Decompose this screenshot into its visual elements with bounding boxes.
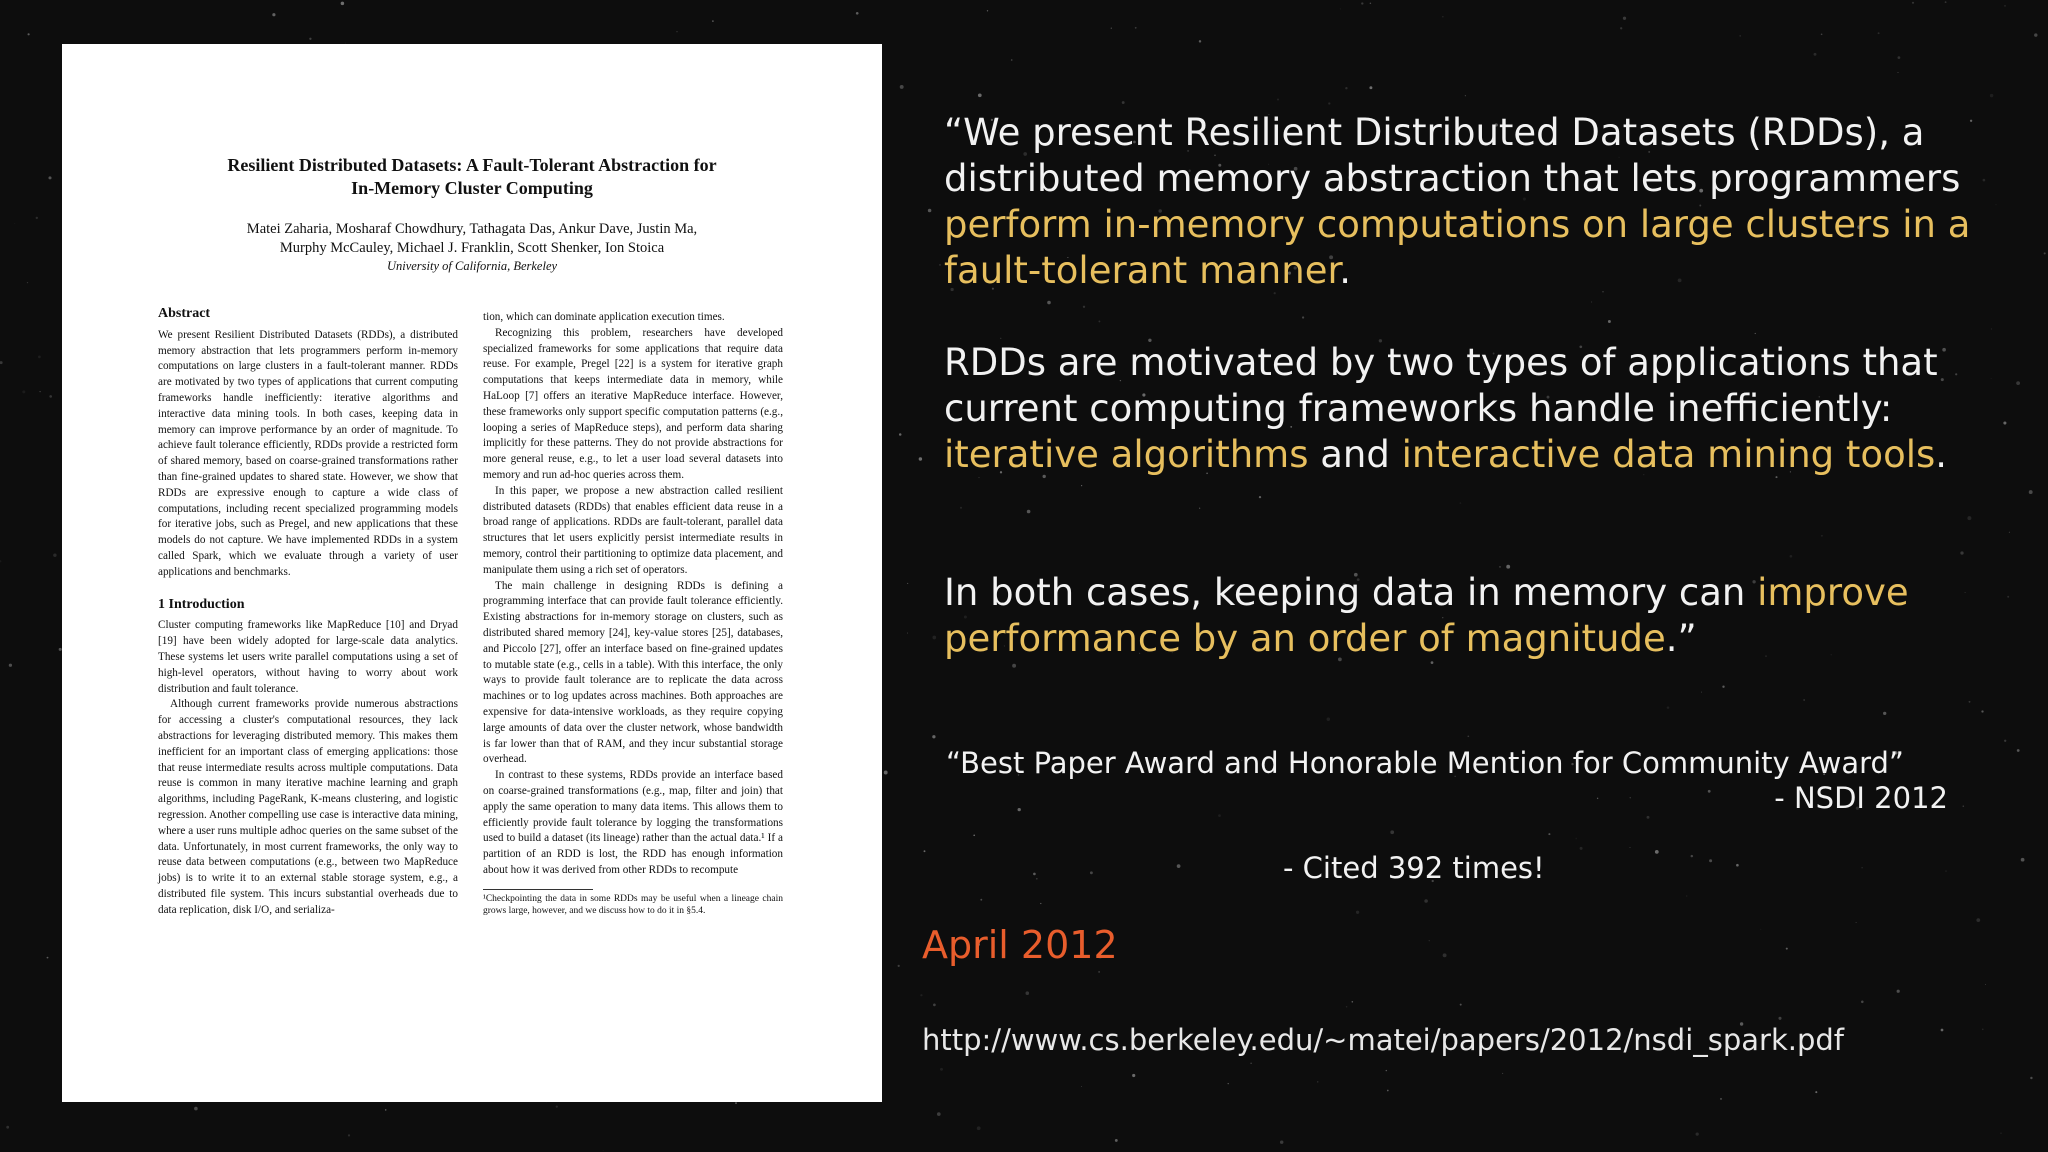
citation-count: - Cited 392 times! <box>1283 851 1545 885</box>
star-dot <box>1991 328 1992 329</box>
abstract-text: We present Resilient Distributed Datasets (RDDs), a distributed memory abstraction that lets programmers perform in-memory computations on large clusters in a fault-tolerant manner. RDDs are motivated by two types of applications that current computing frameworks handle inefficiently: iterative algorithms and interactive data mining tools. In both cases, keeping data in memory can improve performance by an order of magnitude. To achieve fault tolerance efficiently, RDDs provide a restricted form of shared memory, based on coarse-grained transformations rather than fine-grained updates to shared state. However, we show that RDDs are expressive enough to capture a wide class of computations, including recent specialized programming models for iterative jobs, such as Pregel, and new applications that these models do not capture. We have implemented RDDs in a system called Spark, which we evaluate through a variety of user applications and benchmarks. <box>158 328 458 578</box>
star-dot <box>1709 859 1712 862</box>
star-dot <box>884 771 888 775</box>
star-dot <box>1740 35 1741 36</box>
star-dot <box>1814 53 1817 56</box>
star-dot <box>2044 252 2046 254</box>
quote-p2-highlight-1: iterative algorithms <box>944 433 1309 476</box>
star-dot <box>939 264 941 266</box>
star-dot <box>1361 2 1363 4</box>
star-dot <box>38 356 41 359</box>
star-dot <box>1898 56 1901 59</box>
star-dot <box>2030 1077 2032 1079</box>
star-dot <box>2009 532 2010 533</box>
star-dot <box>1760 929 1761 930</box>
star-dot <box>48 176 51 179</box>
star-dot <box>1945 871 1946 872</box>
star-dot <box>1199 508 1200 509</box>
star-dot <box>1821 535 1823 537</box>
star-dot <box>980 899 982 901</box>
star-dot <box>1647 816 1650 819</box>
star-dot <box>1821 33 1823 35</box>
award-text: “Best Paper Award and Honorable Mention for Community Award” <box>946 746 1904 780</box>
star-dot <box>2029 490 2033 494</box>
star-dot <box>603 1150 604 1151</box>
star-dot <box>309 38 311 40</box>
star-dot <box>348 1134 350 1136</box>
star-dot <box>1548 833 1550 835</box>
star-dot <box>1250 1063 1251 1064</box>
intro-paragraph-2: Although current frameworks provide numerous abstractions for accessing a cluster's computational resources, they lack abstractions for leveraging distributed memory. This makes them inefficient for an important class of emerging applications: those that reuse intermediate results across multiple computations. Data reuse is common in many iterative machine learning and graph algorithms, including PageRank, K-means clustering, and logistic regression. Another compelling use case is interactive data mining, where a user runs multiple adhoc queries on the same subset of the data. Unfortunately, in most current frameworks, the only way to reuse data between computations (e.g., between two MapReduce jobs) is to write it to an external stable storage system, e.g., a distributed file system. This incurs substantial overheads due to data replication, disk I/O, and serializa- <box>158 698 458 916</box>
star-dot <box>1000 338 1001 339</box>
award-source: - NSDI 2012 <box>1774 781 1948 815</box>
star-dot <box>932 735 935 738</box>
star-dot <box>1460 1004 1462 1006</box>
star-dot <box>1945 1 1947 3</box>
star-dot <box>1460 502 1462 504</box>
star-dot <box>1620 27 1622 29</box>
star-dot <box>1081 485 1082 486</box>
star-dot <box>1259 496 1261 498</box>
quote-p2-text: RDDs are motivated by two types of applications that current computing frameworks handle inefficiently: <box>944 341 1938 430</box>
star-dot <box>940 1068 943 1071</box>
star-dot <box>1856 922 1857 923</box>
star-dot <box>39 391 40 392</box>
star-dot <box>1655 850 1659 854</box>
star-dot <box>36 217 38 219</box>
paper-left-column <box>158 306 458 918</box>
star-dot <box>1390 830 1394 834</box>
star-dot <box>919 457 922 460</box>
star-dot <box>1897 990 1900 993</box>
paper-title-line2: In-Memory Cluster Computing <box>351 178 593 198</box>
star-dot <box>1345 87 1347 89</box>
star-dot <box>960 507 962 509</box>
star-dot <box>6 1126 9 1129</box>
quote-p3-end: .” <box>1665 617 1697 660</box>
quote-p1-highlight: perform in-memory computations on large clusters in a fault-tolerant manner <box>944 203 1971 292</box>
quote-p1-end: . <box>1339 249 1352 292</box>
star-dot <box>1280 1140 1283 1143</box>
star-dot <box>900 85 904 89</box>
intro-heading: 1 Introduction <box>158 596 245 612</box>
star-dot <box>1861 1001 1864 1004</box>
star-dot <box>2034 33 2037 36</box>
star-dot <box>2021 858 2025 862</box>
star-dot <box>1317 1081 1318 1082</box>
star-dot <box>1667 706 1670 709</box>
star-dot <box>1442 16 1443 17</box>
star-dot <box>2000 1132 2002 1134</box>
right-paragraph-1: tion, which can dominate application execution times. <box>483 311 725 323</box>
star-dot <box>1982 1029 1984 1031</box>
paper-title <box>62 154 882 200</box>
star-dot <box>1912 2 1914 4</box>
star-dot <box>49 395 52 398</box>
star-dot <box>1352 1001 1354 1003</box>
star-dot <box>978 93 982 97</box>
star-dot <box>0 560 1 562</box>
paper-affiliation: University of California, Berkeley <box>386 259 558 273</box>
star-dot <box>1803 699 1804 700</box>
star-dot <box>1701 692 1702 693</box>
star-dot <box>1499 566 1501 568</box>
star-dot <box>1883 712 1886 715</box>
footnote-text: ¹Checkpointing the data in some RDDs may be useful when a lineage chain grows large, however, and we discuss how to do it in §5.4. <box>483 893 783 916</box>
star-dot <box>9 664 12 667</box>
star-dot <box>735 1102 737 1104</box>
star-dot <box>1424 899 1428 903</box>
star-dot <box>1387 1090 1389 1092</box>
star-dot <box>1443 953 1447 957</box>
star-dot <box>2017 749 2020 752</box>
star-dot <box>0 361 3 364</box>
paper-right-column <box>483 310 783 917</box>
star-dot <box>1736 864 1739 867</box>
star-dot <box>987 10 988 11</box>
star-dot <box>28 33 30 35</box>
star-dot <box>22 390 25 393</box>
paper-title-line1: Resilient Distributed Datasets: A Fault-Tolerant Abstraction for <box>227 155 717 175</box>
star-dot <box>1027 510 1031 514</box>
star-dot <box>1135 27 1137 29</box>
paper-authors <box>62 220 882 258</box>
star-dot <box>1228 1083 1229 1084</box>
star-dot <box>1960 551 1963 554</box>
star-dot <box>1580 847 1583 850</box>
right-paragraph-3: In this paper, we propose a new abstraction called resilient distributed datasets (RDDs) that enables efficient data reuse in a broad range of applications. RDDs are fault-tolerant, parallel data structures that let users explicitly persist intermediate results in memory, control their partitioning to optimize data placement, and manipulate them using a rich set of operators. <box>483 484 783 576</box>
quote-paragraph-2 <box>944 340 2024 478</box>
abstract-heading: Abstract <box>158 306 211 321</box>
star-dot <box>385 1109 387 1111</box>
star-dot <box>1369 86 1372 89</box>
star-dot <box>1081 1086 1082 1087</box>
star-dot <box>677 31 678 32</box>
star-dot <box>712 20 714 22</box>
star-dot <box>1720 1098 1722 1100</box>
quote-paragraph-1 <box>944 110 2024 294</box>
star-dot <box>14 223 15 224</box>
star-dot <box>1177 864 1181 868</box>
star-dot <box>899 433 902 436</box>
star-dot <box>1011 59 1013 61</box>
star-dot <box>907 583 908 584</box>
right-paragraph-2: Recognizing this problem, researchers have developed specialized frameworks for some applications that require data reuse. For example, Pregel [22] is a system for iterative graph computations that keeps intermediate data in memory, while HaLoop [7] offers an iterative MapReduce interface. However, these frameworks only support specific computation patterns (e.g., looping a series of MapReduce steps), and perform data sharing implicitly for these patterns. They do not provide abstractions for more general reuse, e.g., to let a user load several datasets into memory and run ad-hoc queries across them. <box>483 326 783 481</box>
paper-first-page <box>62 44 882 1102</box>
quote-p1-text: “We present Resilient Distributed Datasets (RDDs), a distributed memory abstraction that lets programmers <box>944 111 1961 200</box>
quote-p2-and: and <box>1308 433 1402 476</box>
star-dot <box>1591 301 1592 302</box>
star-dot <box>977 1126 981 1130</box>
star-dot <box>1608 320 1611 323</box>
star-dot <box>1277 98 1279 100</box>
star-dot <box>194 1107 198 1111</box>
star-dot <box>1033 873 1036 876</box>
star-dot <box>932 636 936 640</box>
footnote-rule <box>483 889 593 890</box>
star-dot <box>1090 871 1093 874</box>
star-dot <box>1969 701 1971 703</box>
quote-p3-highlight: improve performance by an order of magnitude <box>944 571 1909 660</box>
publication-date: April 2012 <box>922 923 1118 967</box>
right-paragraph-4: The main challenge in designing RDDs is defining a programming interface that can provide fault tolerance efficiently. Existing abstractions for in-memory storage on clusters, such as distributed shared memory [24], key-value stores [25], databases, and Piccolo [27], offer an interface based on fine-grained updates to mutable state (e.g., cells in a table). With this interface, the only ways to provide fault tolerance are to replicate the data across machines or to log updates across machines. Both approaches are expensive for data-intensive workloads, as they require copying large amounts of data over the cluster network, whose bandwidth is far lower than that of RAM, and they incur substantial storage overhead. <box>483 579 783 766</box>
star-dot <box>1465 95 1466 96</box>
star-dot <box>1941 1029 1944 1032</box>
star-dot <box>933 1004 936 1007</box>
star-dot <box>1327 717 1330 720</box>
paper-authors-line1: Matei Zaharia, Mosharaf Chowdhury, Tathagata Das, Ankur Dave, Justin Ma, <box>246 221 698 237</box>
star-dot <box>1346 1006 1348 1008</box>
quote-p2-end: . <box>1935 433 1948 476</box>
star-dot <box>2004 740 2006 742</box>
right-paragraph-5: In contrast to these systems, RDDs provide an interface based on coarse-grained transformations (e.g., map, filter and join) that apply the same operation to many data items. This allows them to efficiently provide fault tolerance by logging the transformations used to build a dataset (its lineage) rather than the actual data.¹ If a partition of an RDD is lost, the RDD has enough information about how it was derived from other RDDs to recompute <box>483 769 783 876</box>
star-dot <box>1036 878 1038 880</box>
star-dot <box>1040 903 1041 904</box>
star-dot <box>898 965 900 967</box>
star-dot <box>1012 664 1016 668</box>
star-dot <box>1786 948 1788 950</box>
star-dot <box>1098 971 1100 973</box>
star-dot <box>920 994 922 996</box>
star-dot <box>973 834 975 836</box>
star-dot <box>1386 1070 1387 1071</box>
star-dot <box>341 2 345 6</box>
star-dot <box>937 1112 941 1116</box>
star-dot <box>1132 1074 1135 1077</box>
star-dot <box>924 850 926 852</box>
star-dot <box>1218 814 1221 817</box>
star-dot <box>1467 735 1469 737</box>
star-dot <box>1199 40 1201 42</box>
star-dot <box>1122 101 1125 104</box>
star-dot <box>1696 1132 1699 1135</box>
star-dot <box>1967 516 1971 520</box>
star-dot <box>1115 1139 1118 1142</box>
star-dot <box>907 633 908 634</box>
star-dot <box>1340 8 1341 9</box>
star-dot <box>1976 918 1980 922</box>
star-dot <box>856 12 859 15</box>
star-dot <box>1098 320 1100 322</box>
star-dot <box>1722 686 1724 688</box>
star-dot <box>1506 565 1510 569</box>
star-dot <box>2004 5 2005 6</box>
star-dot <box>1985 984 1986 985</box>
star-dot <box>1429 940 1430 941</box>
quote-p2-highlight-2: interactive data mining tools <box>1401 433 1936 476</box>
star-dot <box>1815 1091 1817 1093</box>
quote-paragraph-3 <box>944 570 2024 662</box>
intro-paragraph-1: Cluster computing frameworks like MapReduce [10] and Dryad [19] have been widely adopted for large-scale data analytics. These systems let users write parallel computations using a set of high-level operators, without having to worry about work distribution and fault tolerance. <box>158 619 458 695</box>
star-dot <box>1790 555 1793 558</box>
star-dot <box>556 1105 558 1107</box>
star-dot <box>1302 316 1304 318</box>
star-dot <box>1111 28 1112 29</box>
star-dot <box>47 957 49 959</box>
paper-url-link[interactable]: http://www.cs.berkeley.edu/~matei/papers/2012/nsdi_spark.pdf <box>922 1023 1845 1057</box>
star-dot <box>1861 867 1862 868</box>
star-dot <box>1630 847 1631 848</box>
star-dot <box>1370 3 1371 4</box>
star-dot <box>53 553 56 556</box>
star-dot <box>1018 808 1021 811</box>
star-dot <box>1502 1073 1503 1074</box>
star-dot <box>928 209 932 213</box>
star-dot <box>1083 306 1085 308</box>
star-dot <box>1356 911 1359 914</box>
paper-authors-line2: Murphy McCauley, Michael J. Franklin, Scott Shenker, Ion Stoica <box>279 240 665 256</box>
star-dot <box>1990 94 1993 97</box>
star-dot <box>1328 102 1330 104</box>
star-dot <box>27 282 28 283</box>
star-dot <box>1691 855 1693 857</box>
star-dot <box>1047 301 1051 305</box>
star-dot <box>272 13 275 16</box>
star-dot <box>1686 896 1687 897</box>
star-dot <box>1981 710 1983 712</box>
star-dot <box>1878 32 1880 34</box>
star-dot <box>1963 805 1964 806</box>
star-dot <box>1898 72 1899 73</box>
star-dot <box>1575 838 1577 840</box>
star-dot <box>1778 1017 1781 1020</box>
star-dot <box>1623 17 1626 20</box>
quote-p3-text: In both cases, keeping data in memory can <box>944 571 1758 614</box>
star-dot <box>1026 991 1030 995</box>
star-dot <box>1755 333 1756 334</box>
